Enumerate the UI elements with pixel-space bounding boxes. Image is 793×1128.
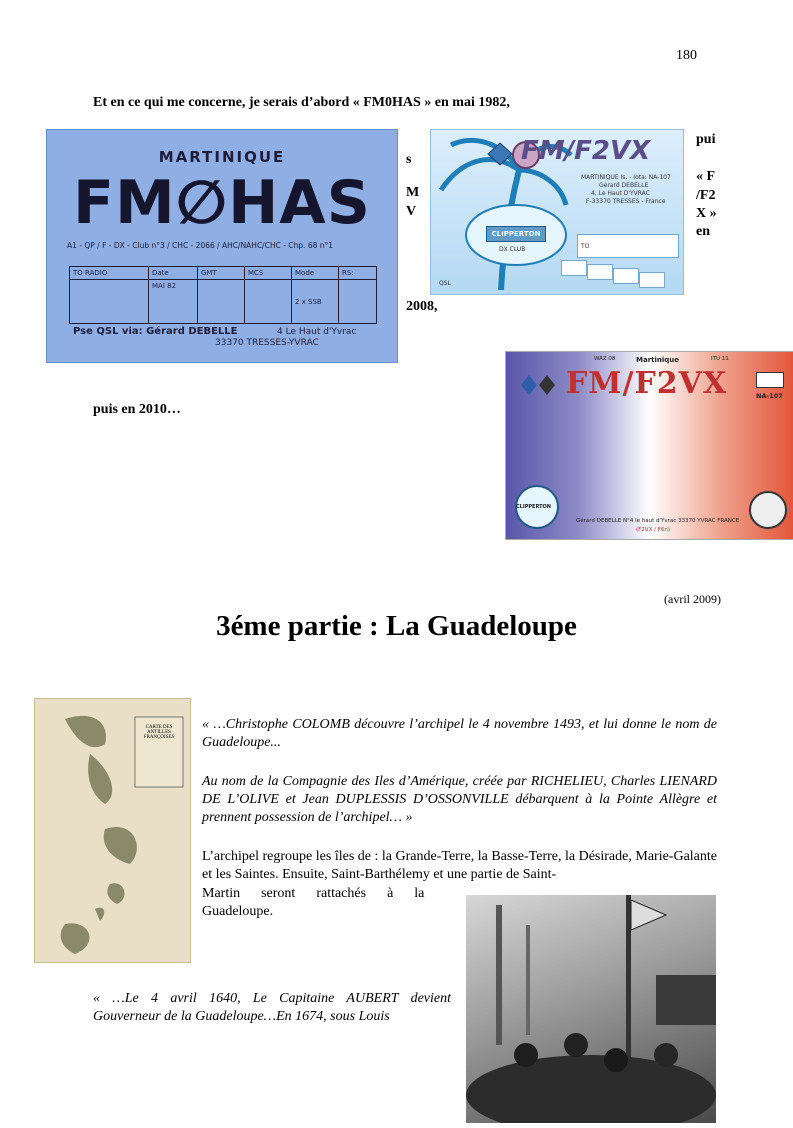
- card-pse-via: Pse QSL via: Gérard DEBELLE: [73, 326, 238, 337]
- quote-richelieu: Au nom de la Compagnie des Iles d’Amérique, créée par RICHELIEU, Charles LIENARD DE L’OLIVE et Jean DUPLESSIS D’OSSONVILLE débarquent à la Pointe Allègre et prennent possession de l’archipel… »: [202, 774, 717, 825]
- card3-callsign: FM/F2VX: [566, 366, 728, 401]
- puis-en-2010: puis en 2010…: [93, 402, 181, 417]
- wrap-v: V: [406, 204, 417, 219]
- card-address-2: 33370 TRESSES-YVRAC: [215, 338, 319, 348]
- card-region: MARTINIQUE: [158, 148, 286, 166]
- td-date: MAI 82: [149, 280, 198, 324]
- wrap-s: s: [406, 152, 412, 167]
- intro-line: Et en ce qui me concerne, je serais d’abord « FM0HAS » en mai 1982,: [93, 95, 510, 110]
- td-mode: 2 x SSB: [292, 280, 339, 324]
- card2-line3: 4, Le Haut D'YVRAC: [591, 190, 650, 197]
- engraving-shapes: [466, 895, 716, 1123]
- date-note: (avril 2009): [664, 592, 721, 606]
- card3-address: Gérard DEBELLE N°4 le haut d'Yvrac 33370 YVRAC FRANCE: [576, 518, 740, 524]
- card-callsign: FM∅HAS: [73, 168, 371, 238]
- historical-engraving-image: [466, 895, 716, 1123]
- td-mcs: [245, 280, 292, 324]
- qsl-card-2010: [505, 351, 793, 540]
- card2-box-2: [587, 264, 613, 280]
- section-title: 3éme partie : La Guadeloupe: [216, 610, 577, 642]
- wrap-right-4: X »: [696, 206, 717, 221]
- card2-box-1: [561, 260, 587, 276]
- card2-line1: MARTINIQUE Is. - Iota: NA-107: [581, 174, 671, 181]
- diamond-emblem-icon: [487, 142, 513, 166]
- card3-qsl-manager: (F2VX / F6n): [636, 527, 670, 533]
- td-to-radio: [70, 280, 149, 324]
- card2-qsl: QSL: [439, 280, 451, 287]
- quote-aubert: « …Le 4 avril 1640, Le Capitaine AUBERT devient Gouverneur de la Guadeloupe…En 1674, sous Louis: [93, 991, 451, 1024]
- wrap-m: M: [406, 185, 420, 200]
- card3-waz: WAZ 08: [594, 356, 616, 362]
- iota-logo: [756, 372, 784, 388]
- club-seal-icon: [748, 490, 788, 530]
- qsl-card-2008: [430, 129, 684, 295]
- page-number: 180: [676, 48, 697, 63]
- card2-club: CLIPPERTON: [486, 226, 546, 242]
- wrap-right-5: en: [696, 224, 710, 239]
- antilles-map-image: [34, 698, 191, 963]
- card3-iota: NA-107: [756, 392, 783, 400]
- card2-to-label: TO: [581, 243, 590, 250]
- card3-region: Martinique: [636, 356, 680, 364]
- para-archipel-3: Guadeloupe.: [202, 904, 274, 919]
- qsl-card-fm0has: [46, 129, 398, 363]
- card2-club2: DX CLUB: [499, 246, 526, 253]
- td-gmt: [198, 280, 245, 324]
- card2-box-4: [639, 272, 665, 288]
- card-address-1: 4 Le Haut d'Yvrac: [277, 327, 357, 337]
- quote-colomb: « …Christophe COLOMB découvre l’archipel le 4 novembre 1493, et lui donne le nom de Guadeloupe...: [202, 717, 717, 750]
- wrap-right-1: pui: [696, 132, 716, 147]
- card-club-line: A1 - QP / F - DX - Club n°3 / CHC - 2066 / AHC/NAHC/CHC - Chp. 68 n°1: [67, 241, 334, 250]
- th-date: Date: [149, 267, 198, 280]
- wrap-right-2: « F: [696, 169, 716, 184]
- card3-itu: ITU 11: [711, 356, 729, 362]
- card2-callsign: FM/F2VX: [521, 136, 651, 166]
- th-gmt: GMT: [198, 267, 245, 280]
- card3-club: CLIPPERTON: [516, 504, 551, 510]
- map-title: CARTE DES ANTILLES FRANÇOISES: [143, 725, 175, 740]
- th-rs: RS:: [339, 267, 377, 280]
- diamond-emblems-icon: [520, 374, 556, 396]
- th-mode: Mode: [292, 267, 339, 280]
- td-rs: [339, 280, 377, 324]
- para-archipel-2: Martin seront rattachés à la: [202, 886, 425, 901]
- card2-box-3: [613, 268, 639, 284]
- th-mcs: MCS: [245, 267, 292, 280]
- card-log-table: [69, 266, 377, 324]
- wrap-year: 2008,: [406, 299, 438, 314]
- card-log-row: [70, 280, 377, 324]
- card2-to-box: [577, 234, 679, 258]
- wrap-right-3: /F2: [696, 188, 716, 203]
- para-archipel: L’archipel regroupe les îles de : la Grande-Terre, la Basse-Terre, la Désirade, Marie-Galante et les Saintes. Ensuite, Saint-Barthélemy et une partie de Saint-: [202, 849, 717, 882]
- th-to-radio: TO RADIO: [70, 267, 149, 280]
- card2-line4: F-33370 TRESSES - France: [586, 198, 666, 205]
- card-log-header: [70, 267, 377, 280]
- card2-line2: Gérard DEBELLE: [599, 182, 649, 189]
